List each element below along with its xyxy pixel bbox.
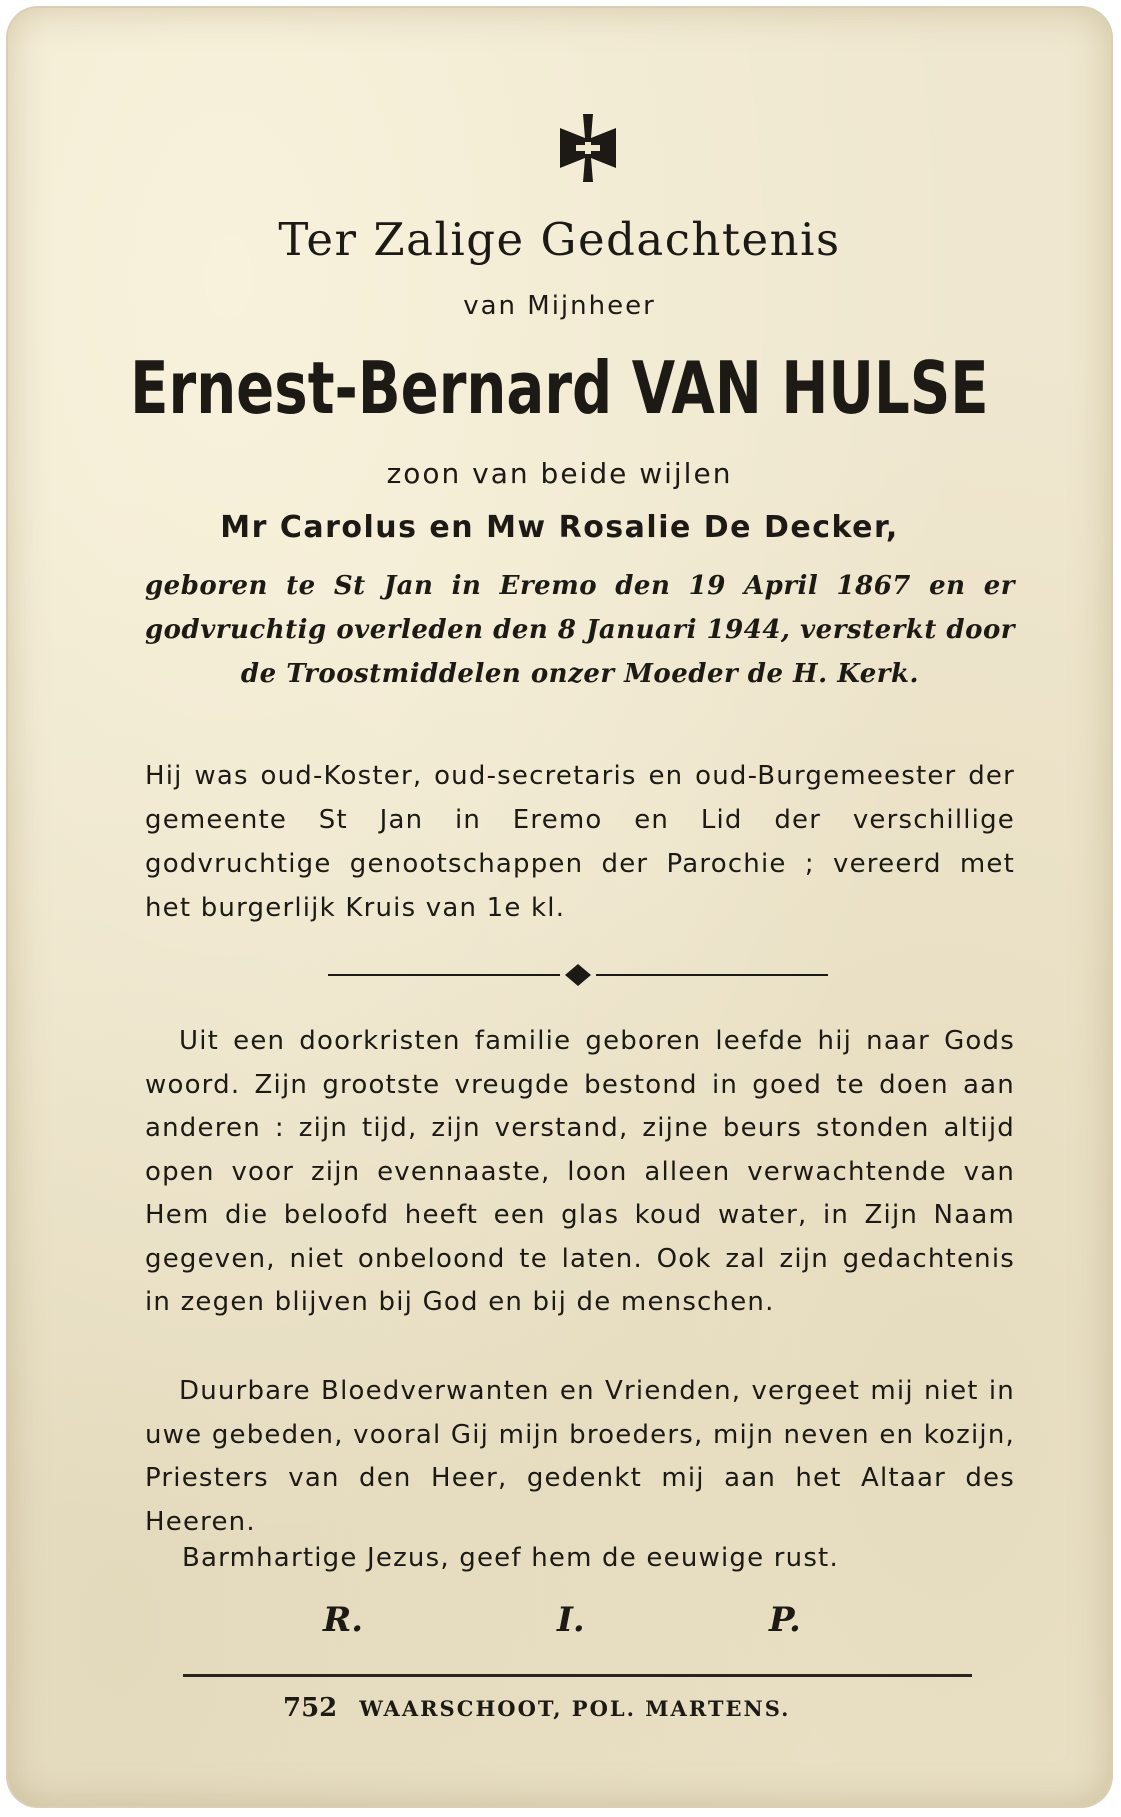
rip-letter-i: I. [557, 1600, 585, 1640]
memorial-card [8, 8, 1111, 1806]
biography-paragraph: Hij was oud-Koster, oud-secretaris en oud-Burgemeester der gemeente St Jan in Eremo en Lid der verschillige godvruchtige genootschappen der Parochie ; vereerd met het burgerlijk Kruis van 1e kl. [145, 761, 1015, 923]
parents-line: Mr Carolus en Mw Rosalie De Decker, [220, 510, 899, 545]
printer-name: WAARSCHOOT, POL. MARTENS. [359, 1696, 791, 1721]
rip-letter-p: P. [769, 1600, 801, 1640]
birth-death-paragraph: geboren te St Jan in Eremo den 19 April 1867 en er godvruchtig overleden den 8 Januari 1944, versterkt door de Troostmiddelen onzer Moeder de H. Kerk. [145, 571, 1015, 689]
printer-number: 752 [283, 1693, 338, 1723]
prayer-line: Barmhartige Jezus, geef hem de eeuwige rust. [182, 1543, 839, 1573]
footer-rule [183, 1674, 972, 1677]
diamond-ornament-icon [328, 963, 828, 987]
honorific: van Mijnheer [463, 291, 656, 321]
card-title: Ter Zalige Gedachtenis [278, 213, 841, 266]
printer-imprint [283, 1693, 790, 1723]
request-paragraph: Duurbare Bloedverwanten en Vrienden, vergeet mij niet in uwe gebeden, vooral Gij mijn broeders, mijn neven en kozijn, Priesters van den Heer, gedenkt mij aan het Altaar des Heeren. [145, 1376, 1015, 1537]
cross-pattee-icon [556, 112, 620, 184]
tribute-paragraph: Uit een doorkristen familie geboren leefde hij naar Gods woord. Zijn grootste vreugde bestond in goed te doen aan anderen : zijn tijd, zijn verstand, zijne beurs stonden altijd open voor zijn evennaaste, loon alleen verwachtende van Hem die beloofd heeft een glas koud water, in Zijn Naam gegeven, niet onbeloond te laten. Ook zal zijn gedachtenis in zegen blijven bij God en bij de menschen. [145, 1026, 1015, 1317]
deceased-name: Ernest-Bernard VAN HULSE [130, 346, 989, 430]
son-of-line: zoon van beide wijlen [386, 457, 733, 490]
rip-letter-r: R. [323, 1600, 364, 1640]
